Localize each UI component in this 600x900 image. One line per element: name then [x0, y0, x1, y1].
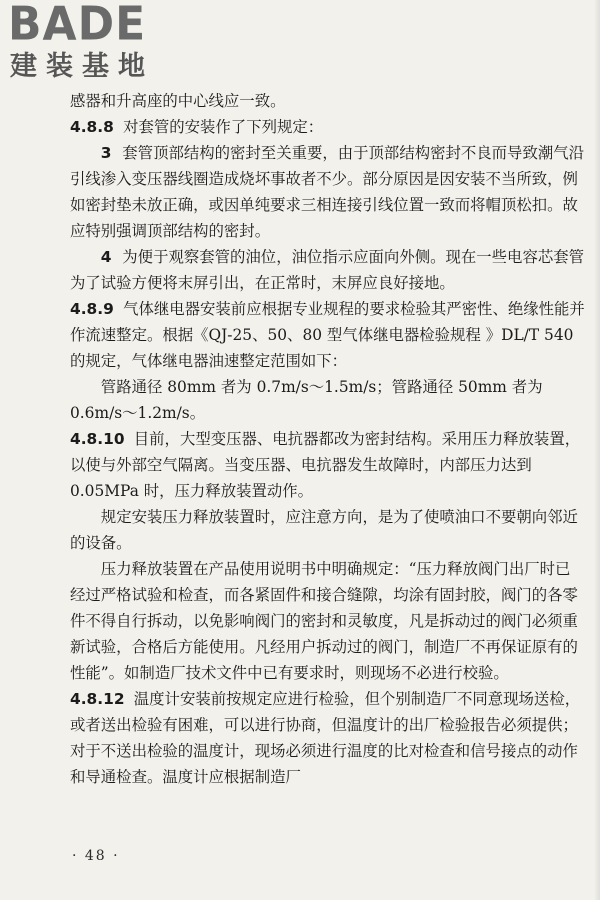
pipe-paragraph: 管路通径 80mm 者为 0.7m/s～1.5m/s；管路通径 50mm 者为 0.6m/s～1.2m/s。 — [70, 378, 543, 422]
page-edge-shadow — [594, 0, 600, 900]
section-text: 目前，大型变压器、电抗器都改为密封结构。采用压力释放装置，以使与外部空气隔离。当变压器、电抗器发生故障时，内部压力达到 0.05MPa 时，压力释放装置动作。 — [70, 430, 581, 500]
page-number: · 48 · — [72, 848, 120, 864]
section-4-8-9 — [70, 296, 585, 374]
section-number: 4.8.12 — [70, 690, 125, 708]
section-number: 4.8.8 — [70, 118, 114, 136]
bade-logo — [8, 0, 178, 85]
section-text: 对套管的安装作了下列规定： — [123, 118, 324, 136]
item-text: 套管顶部结构的密封至关重要，由于顶部结构密封不良而导致潮气沿引线渗入变压器线圈造成烧坏事故者不少。部分原因是因安装不当所致，例如密封垫未放正确，或因单纯要求三相连接引线位置一致而将帽顶松扣。故应特别强调顶部结构的密封。 — [70, 144, 585, 240]
section-4-8-10 — [70, 426, 585, 504]
item-3 — [70, 140, 585, 244]
logo-sub-text: 建装基地 — [10, 51, 154, 82]
item-4 — [70, 244, 585, 296]
item-text: 为便于观察套管的油位，油位指示应面向外侧。现在一些电容芯套管为了试验方便将末屏引出，在正常时，末屏应良好接地。 — [70, 248, 585, 292]
section-number: 4.8.9 — [70, 300, 114, 318]
direction-paragraph: 规定安装压力释放装置时，应注意方向，是为了使喷油口不要朝向邻近的设备。 — [70, 508, 578, 552]
body-text — [70, 88, 585, 790]
section-text: 温度计安装前按规定应进行检验，但个别制造厂不同意现场送检，或者送出检验有困难，可以进行协商，但温度计的出厂检验报告必须提供；对于不送出检验的温度计，现场必须进行温度的比对检查和信号接点的动作和导通检查。温度计应根据制造厂 — [70, 690, 581, 786]
section-4-8-8 — [70, 114, 585, 140]
item-number: 3 — [100, 144, 112, 162]
paragraph-continuation: 感器和升高座的中心线应一致。 — [70, 92, 286, 110]
section-4-8-12 — [70, 686, 585, 790]
valve-paragraph: 压力释放装置在产品使用说明书中明确规定：“压力释放阀门出厂时已经过严格试验和检查，而各紧固件和接合缝隙，均涂有固封胶，阀门的各零件不得自行拆动，以免影响阀门的密封和灵敏度，凡是拆动过的阀门必须重新试验，合格后方能使用。凡经用户拆动过的阀门，制造厂不再保证原有的性能”。如制造厂技术文件中已有要求时，则现场不必进行校验。 — [70, 560, 578, 682]
section-text: 气体继电器安装前应根据专业规程的要求检验其严密性、绝缘性能并作流速整定。根据《QJ-25、50、80 型气体继电器检验规程 》DL/T 540 的规定，气体继电器油速整定范围如下： — [70, 300, 585, 370]
logo-main-text: BADE — [8, 0, 147, 52]
item-number: 4 — [100, 248, 112, 266]
section-number: 4.8.10 — [70, 430, 125, 448]
